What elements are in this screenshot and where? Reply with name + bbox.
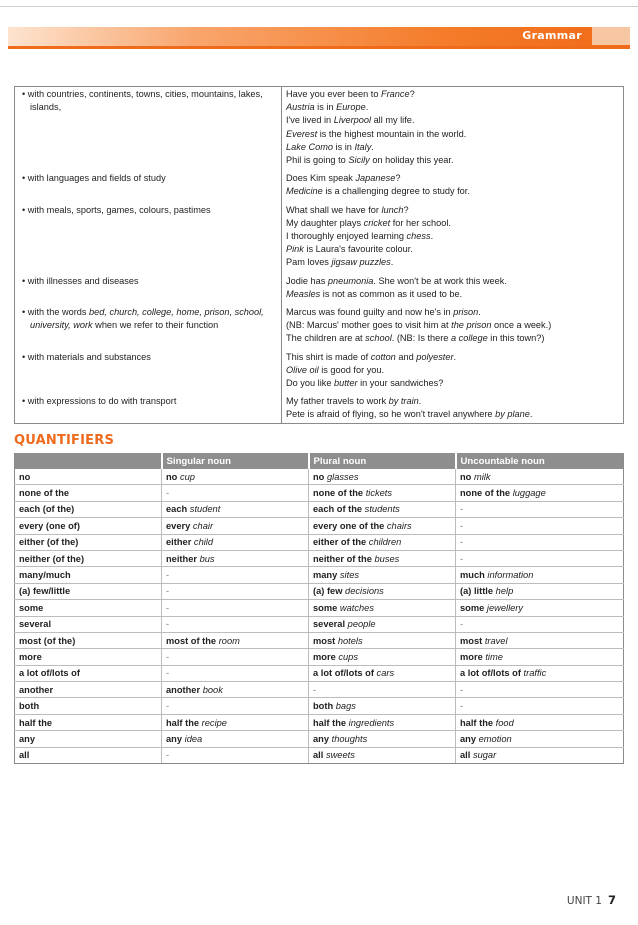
usage-example: Phil is going to Sicily on holiday this year.	[286, 155, 454, 166]
singular-cell: no cup	[162, 469, 309, 485]
quantifier-cell: neither (of the)	[15, 550, 162, 566]
usage-rule-text: • with materials and substances	[22, 351, 151, 362]
usage-examples	[282, 302, 624, 347]
plural-cell: many sites	[309, 567, 456, 583]
singular-cell: -	[162, 616, 309, 632]
uncountable-cell: all sugar	[456, 747, 624, 763]
quantifier-row	[15, 469, 624, 485]
usage-example: Does Kim speak Japanese?	[286, 173, 401, 184]
quantifier-cell: every (one of)	[15, 518, 162, 534]
top-rule	[0, 6, 638, 7]
usage-row	[15, 347, 624, 392]
usage-examples	[282, 347, 624, 392]
usage-example: Pam loves jigsaw puzzles.	[286, 257, 394, 268]
quantifier-row	[15, 567, 624, 583]
usage-row	[15, 271, 624, 302]
plural-cell: most hotels	[309, 632, 456, 648]
quantifier-row	[15, 600, 624, 616]
usage-rule	[15, 200, 282, 271]
usage-examples	[282, 168, 624, 199]
usage-example: My daughter plays cricket for her school.	[286, 217, 451, 228]
quantifier-row	[15, 714, 624, 730]
quantifiers-header-row	[15, 453, 624, 469]
quantifier-row	[15, 665, 624, 681]
usage-example: This shirt is made of cotton and polyester.	[286, 351, 457, 362]
quantifier-cell: most (of the)	[15, 632, 162, 648]
quantifier-cell: several	[15, 616, 162, 632]
singular-cell: -	[162, 747, 309, 763]
usage-row	[15, 200, 624, 271]
usage-example: Do you like butter in your sandwiches?	[286, 378, 444, 389]
singular-cell: -	[162, 698, 309, 714]
quantifier-row	[15, 485, 624, 501]
quantifier-row	[15, 682, 624, 698]
uncountable-cell: -	[456, 616, 624, 632]
plural-cell: either of the children	[309, 534, 456, 550]
page-number: 7	[607, 893, 616, 907]
singular-cell: most of the room	[162, 632, 309, 648]
plural-cell: none of the tickets	[309, 485, 456, 501]
singular-cell: either child	[162, 534, 309, 550]
usage-examples	[282, 391, 624, 423]
uncountable-cell: none of the luggage	[456, 485, 624, 501]
usage-row	[15, 168, 624, 199]
uncountable-cell: half the food	[456, 714, 624, 730]
plural-cell: (a) few decisions	[309, 583, 456, 599]
quantifier-cell: no	[15, 469, 162, 485]
usage-example: I've lived in Liverpool all my life.	[286, 115, 415, 126]
header-tab	[592, 27, 630, 45]
quantifier-row	[15, 534, 624, 550]
header-singular: Singular noun	[162, 453, 309, 469]
quantifier-cell: some	[15, 600, 162, 616]
usage-example: What shall we have for lunch?	[286, 204, 409, 215]
uncountable-cell: more time	[456, 649, 624, 665]
uncountable-cell: (a) little help	[456, 583, 624, 599]
usage-example: Medicine is a challenging degree to study for.	[286, 186, 470, 197]
usage-examples	[282, 200, 624, 271]
header-uncountable: Uncountable noun	[456, 453, 624, 469]
uncountable-cell: -	[456, 534, 624, 550]
quantifier-row	[15, 731, 624, 747]
plural-cell: no glasses	[309, 469, 456, 485]
uncountable-cell: most travel	[456, 632, 624, 648]
usage-rule-text: • with countries, continents, towns, cities, mountains, lakes, islands,	[22, 89, 263, 113]
header-underline	[8, 46, 630, 49]
quantifier-row	[15, 550, 624, 566]
usage-rule	[15, 302, 282, 347]
usage-rule	[15, 168, 282, 199]
usage-example: Austria is in Europe.	[286, 102, 369, 113]
quantifier-row	[15, 698, 624, 714]
singular-cell: -	[162, 649, 309, 665]
usage-table	[14, 86, 624, 424]
unit-label: UNIT 1	[566, 895, 602, 907]
plural-cell: any thoughts	[309, 731, 456, 747]
uncountable-cell: -	[456, 550, 624, 566]
singular-cell: any idea	[162, 731, 309, 747]
singular-cell: -	[162, 600, 309, 616]
quantifier-row	[15, 649, 624, 665]
uncountable-cell: -	[456, 698, 624, 714]
uncountable-cell: much information	[456, 567, 624, 583]
quantifier-cell: (a) few/little	[15, 583, 162, 599]
usage-body	[15, 87, 624, 424]
uncountable-cell: any emotion	[456, 731, 624, 747]
usage-rule-text: • with meals, sports, games, colours, pastimes	[22, 204, 211, 215]
usage-example: Have you ever been to France?	[286, 89, 415, 99]
plural-cell: neither of the buses	[309, 550, 456, 566]
quantifier-row	[15, 747, 624, 763]
usage-row	[15, 87, 624, 169]
quantifiers-body	[15, 469, 624, 764]
header-plural: Plural noun	[309, 453, 456, 469]
quantifier-cell: any	[15, 731, 162, 747]
quantifier-cell: half the	[15, 714, 162, 730]
usage-example: My father travels to work by train.	[286, 396, 422, 407]
plural-cell: -	[309, 682, 456, 698]
usage-row	[15, 391, 624, 423]
uncountable-cell: -	[456, 501, 624, 517]
usage-example: Pink is Laura's favourite colour.	[286, 244, 413, 255]
quantifier-cell: all	[15, 747, 162, 763]
plural-cell: some watches	[309, 600, 456, 616]
quantifier-cell: none of the	[15, 485, 162, 501]
plural-cell: a lot of/lots of cars	[309, 665, 456, 681]
quantifier-cell: more	[15, 649, 162, 665]
plural-cell: all sweets	[309, 747, 456, 763]
quantifiers-title: QUANTIFIERS	[14, 433, 115, 448]
singular-cell: each student	[162, 501, 309, 517]
uncountable-cell: -	[456, 518, 624, 534]
usage-example: Lake Como is in Italy.	[286, 141, 374, 152]
uncountable-cell: some jewellery	[456, 600, 624, 616]
usage-example: The children are at school. (NB: Is there a college in this town?)	[286, 333, 545, 344]
singular-cell: -	[162, 583, 309, 599]
singular-cell: another book	[162, 682, 309, 698]
page-footer	[567, 893, 616, 907]
quantifier-cell: either (of the)	[15, 534, 162, 550]
usage-examples	[282, 87, 624, 169]
usage-example: Measles is not as common as it used to be.	[286, 288, 463, 299]
plural-cell: each of the students	[309, 501, 456, 517]
uncountable-cell: no milk	[456, 469, 624, 485]
quantifier-cell: a lot of/lots of	[15, 665, 162, 681]
quantifier-row	[15, 632, 624, 648]
usage-rule-text: • with the words bed, church, college, home, prison, school, university, work when we refer to their function	[22, 307, 264, 331]
plural-cell: half the ingredients	[309, 714, 456, 730]
quantifier-row	[15, 583, 624, 599]
uncountable-cell: a lot of/lots of traffic	[456, 665, 624, 681]
uncountable-cell: -	[456, 682, 624, 698]
singular-cell: -	[162, 485, 309, 501]
usage-rule	[15, 391, 282, 423]
plural-cell: both bags	[309, 698, 456, 714]
quantifier-cell: both	[15, 698, 162, 714]
singular-cell: every chair	[162, 518, 309, 534]
quantifiers-table	[14, 453, 624, 764]
header-blank	[15, 453, 162, 469]
usage-rule	[15, 271, 282, 302]
quantifier-row	[15, 501, 624, 517]
usage-example: Olive oil is good for you.	[286, 364, 385, 375]
singular-cell: half the recipe	[162, 714, 309, 730]
plural-cell: every one of the chairs	[309, 518, 456, 534]
quantifier-row	[15, 518, 624, 534]
quantifier-cell: another	[15, 682, 162, 698]
usage-example: (NB: Marcus' mother goes to visit him at the prison once a week.)	[286, 320, 552, 331]
quantifier-cell: many/much	[15, 567, 162, 583]
usage-row	[15, 302, 624, 347]
usage-rule-text: • with languages and fields of study	[22, 173, 166, 184]
plural-cell: more cups	[309, 649, 456, 665]
section-label: Grammar	[522, 29, 582, 42]
quantifier-row	[15, 616, 624, 632]
singular-cell: -	[162, 567, 309, 583]
usage-example: I thoroughly enjoyed learning chess.	[286, 231, 434, 242]
usage-example: Pete is afraid of flying, so he won't travel anywhere by plane.	[286, 409, 533, 420]
usage-example: Marcus was found guilty and now he's in prison.	[286, 307, 481, 318]
singular-cell: -	[162, 665, 309, 681]
usage-examples	[282, 271, 624, 302]
usage-example: Jodie has pneumonia. She won't be at work this week.	[286, 275, 507, 286]
plural-cell: several people	[309, 616, 456, 632]
usage-rule	[15, 347, 282, 392]
singular-cell: neither bus	[162, 550, 309, 566]
usage-rule-text: • with illnesses and diseases	[22, 275, 139, 286]
usage-rule	[15, 87, 282, 169]
quantifier-cell: each (of the)	[15, 501, 162, 517]
usage-example: Everest is the highest mountain in the world.	[286, 128, 467, 139]
usage-rule-text: • with expressions to do with transport	[22, 396, 177, 407]
